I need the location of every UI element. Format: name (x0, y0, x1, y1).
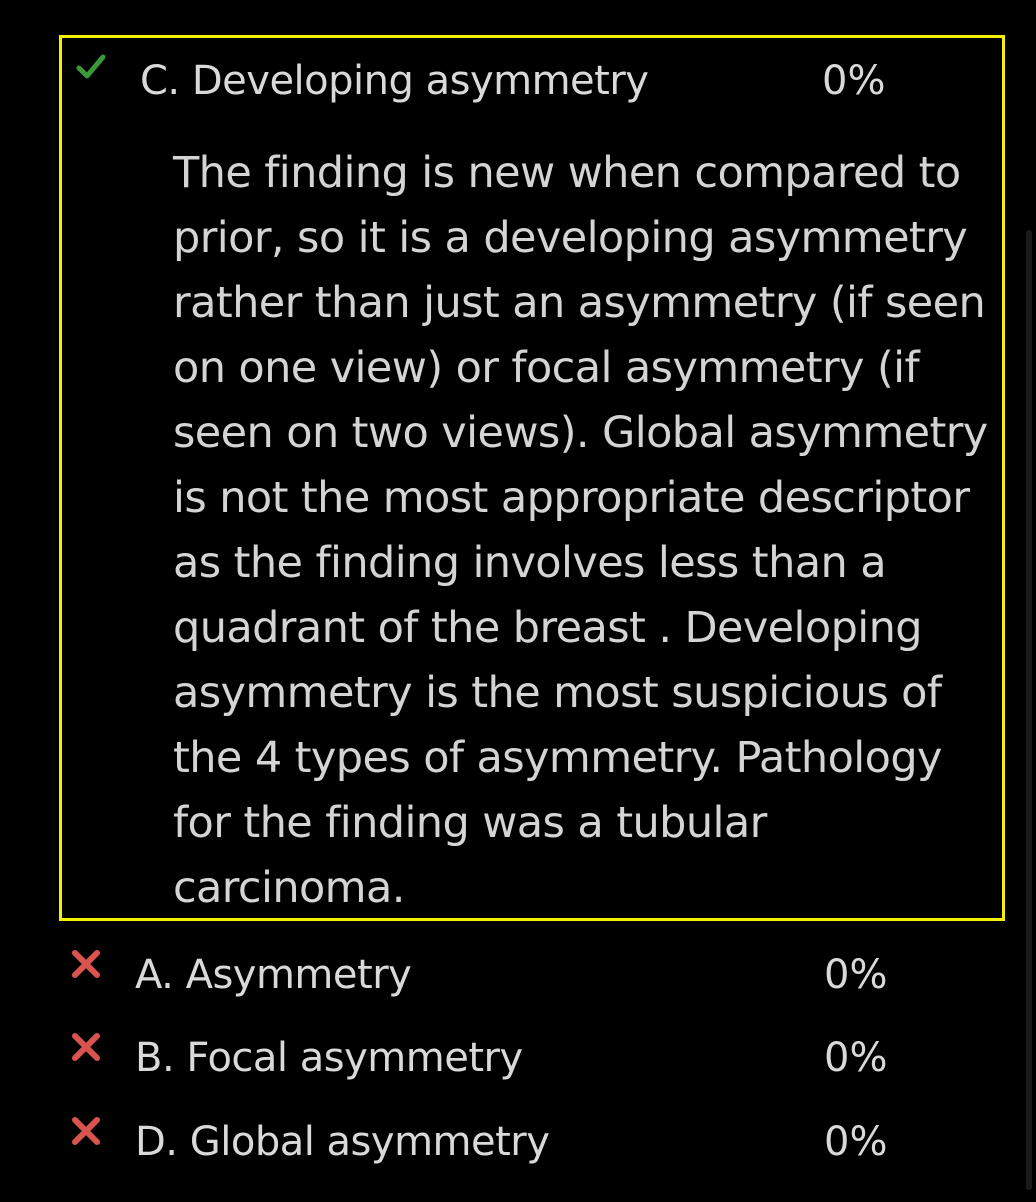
answer-option-percent: 0% (824, 1119, 888, 1165)
answer-option-percent: 0% (824, 952, 888, 998)
x-icon (70, 1031, 102, 1063)
answer-option-label: A. Asymmetry (135, 952, 412, 998)
scrollbar[interactable] (1026, 230, 1032, 1190)
x-icon (70, 948, 102, 980)
answer-option-percent: 0% (824, 1035, 888, 1081)
answer-option-b[interactable] (0, 1031, 1036, 1101)
correct-answer-card[interactable] (59, 35, 1005, 921)
correct-answer-label: C. Developing asymmetry (140, 58, 649, 104)
x-icon (70, 1115, 102, 1147)
correct-answer-percent: 0% (822, 58, 886, 104)
answer-option-label: D. Global asymmetry (135, 1119, 550, 1165)
answer-option-a[interactable] (0, 948, 1036, 1018)
answer-option-label: B. Focal asymmetry (135, 1035, 523, 1081)
answer-option-d[interactable] (0, 1115, 1036, 1185)
answer-explanation: The finding is new when compared to prior, so it is a developing asymmetry rather than just an asymmetry (if seen on one view) or focal asymmetry (if seen on two views). Global asymmetry is not the most appropriate descriptor as the finding involves less than a quadrant of the breast . Developing asymmetry is the most suspicious of the 4 types of asymmetry. Pathology for the finding was a tubular carcinoma. (173, 148, 988, 913)
check-icon (76, 52, 106, 82)
